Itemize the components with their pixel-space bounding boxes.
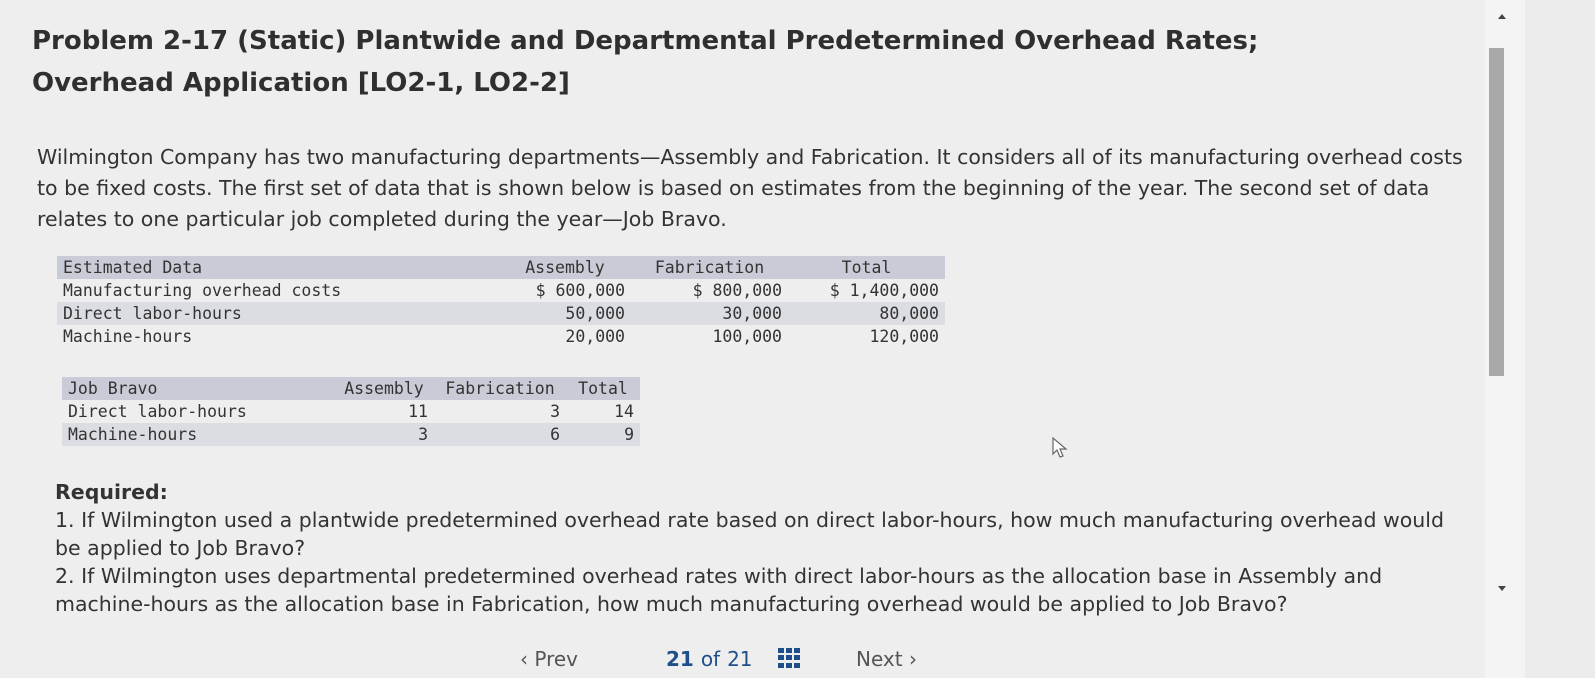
prev-label: Prev [534, 647, 578, 671]
row-label: Direct labor-hours [63, 304, 242, 323]
mouse-pointer-icon [1050, 436, 1072, 460]
table-row [57, 302, 945, 325]
right-margin [1525, 0, 1595, 678]
col-header-fabrication: Fabrication [654, 258, 765, 277]
cell-value: 50,000 [565, 304, 625, 323]
row-label: Direct labor-hours [68, 402, 247, 421]
col-header-assembly: Assembly [525, 258, 605, 277]
required-section [55, 478, 1475, 618]
problem-intro: Wilmington Company has two manufacturing departments—Assembly and Fabrication. It considers all of its manufacturing overhead costs to be fixed costs. The first set of data that is shown below is based on estimates from the beginning of the year. The second set of data relates to one particular job completed during the year—Job Bravo. [37, 145, 1463, 231]
row-label: Manufacturing overhead costs [63, 281, 342, 300]
required-label: Required: [55, 480, 168, 504]
cell-value: 11 [408, 402, 428, 421]
row-label: Machine-hours [68, 425, 198, 444]
next-label: Next [856, 647, 903, 671]
cell-value: 3 [550, 402, 560, 421]
grid-icon[interactable] [778, 648, 800, 668]
next-button[interactable]: Next › [856, 647, 917, 671]
vertical-scrollbar[interactable] [1485, 0, 1525, 678]
col-header-fabrication: Fabrication [445, 379, 555, 398]
cell-value: 14 [614, 402, 634, 421]
current-page: 21 [666, 647, 694, 671]
table-header-row [62, 377, 640, 400]
cell-value: 3 [418, 425, 428, 444]
job-bravo-table [62, 377, 640, 446]
cell-value: 20,000 [565, 327, 625, 346]
page-indicator[interactable] [666, 647, 753, 671]
cell-value: $ 1,400,000 [829, 281, 939, 300]
cell-value: 6 [550, 425, 560, 444]
requirement-1: 1. If Wilmington used a plantwide predetermined overhead rate based on direct labor-hours, how much manufacturing overhead would be applied to Job Bravo? [55, 508, 1445, 560]
col-header-label: Job Bravo [68, 379, 158, 398]
cell-value: 80,000 [879, 304, 939, 323]
prev-button[interactable]: ‹ Prev [520, 647, 578, 671]
scroll-down-arrow-icon[interactable] [1498, 586, 1506, 591]
col-header-assembly: Assembly [344, 379, 424, 398]
table-row [57, 279, 945, 302]
cell-value: 100,000 [712, 327, 782, 346]
col-header-total: Total [841, 258, 892, 277]
estimated-data-table [57, 256, 945, 348]
table-row [62, 423, 640, 446]
col-header-total: Total [578, 379, 628, 398]
requirement-2: 2. If Wilmington uses departmental predetermined overhead rates with direct labor-hours as the allocation base in Assembly and machine-hours as the allocation base in Fabrication, how much manufacturing overhead would be applied to Job Bravo? [55, 564, 1383, 616]
total-pages: 21 [727, 647, 753, 671]
pagination-nav [520, 645, 980, 675]
table-header-row [57, 256, 945, 279]
col-header-label: Estimated Data [63, 258, 203, 277]
scroll-up-arrow-icon[interactable] [1498, 14, 1506, 19]
cell-value: 30,000 [722, 304, 782, 323]
table-row [57, 325, 945, 348]
page-of-label: of [700, 647, 721, 671]
cell-value: $ 600,000 [535, 281, 625, 300]
cell-value: 120,000 [869, 327, 939, 346]
table-row [62, 400, 640, 423]
scrollbar-thumb[interactable] [1489, 48, 1504, 376]
cell-value: 9 [624, 425, 634, 444]
page-title: Problem 2-17 (Static) Plantwide and Departmental Predetermined Overhead Rates; Overhead Application [LO2-1, LO2-2] [32, 26, 1259, 98]
row-label: Machine-hours [63, 327, 193, 346]
cell-value: $ 800,000 [692, 281, 782, 300]
